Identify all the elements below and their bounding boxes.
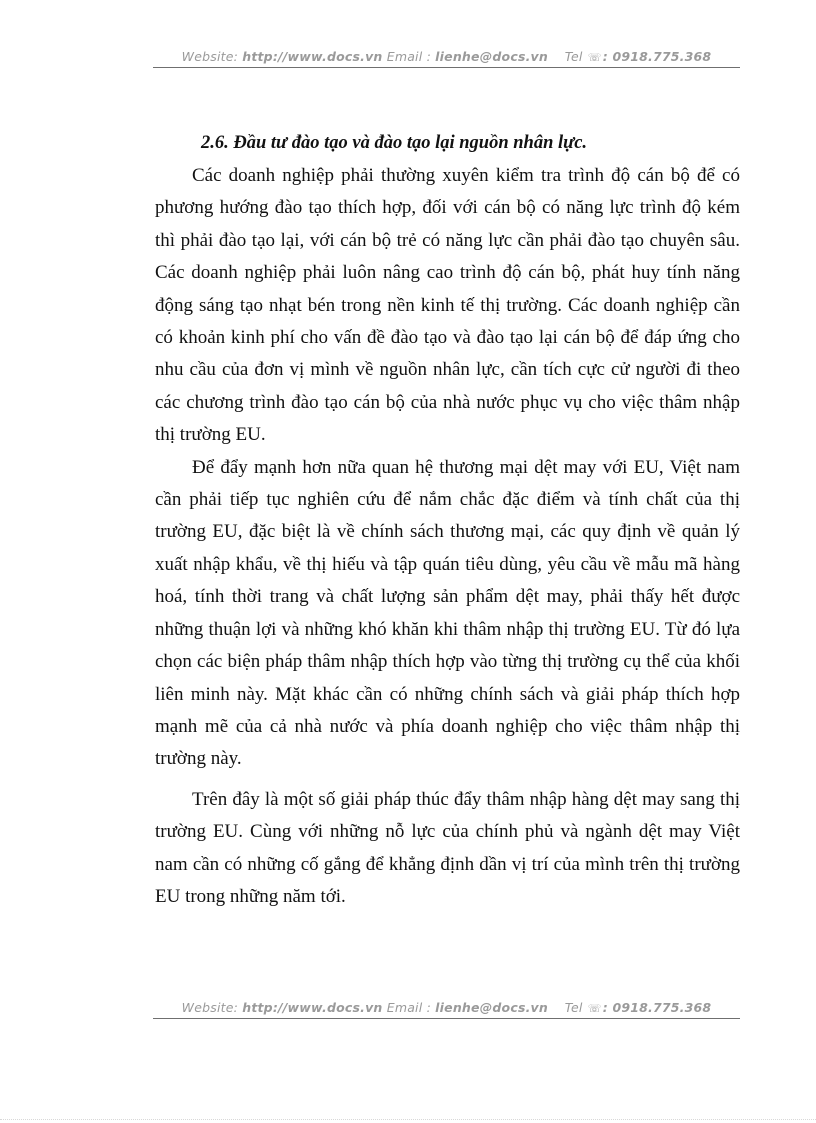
- footer-website-link[interactable]: http://www.docs.vn: [242, 1000, 383, 1015]
- header-email-link[interactable]: lienhe@docs.vn: [435, 49, 548, 64]
- footer-email-link[interactable]: lienhe@docs.vn: [435, 1000, 548, 1015]
- page-header: [153, 49, 740, 64]
- header-rule: [153, 67, 740, 68]
- footer-website-label: Website:: [181, 1000, 239, 1015]
- header-tel-label: Tel: [564, 49, 583, 64]
- header-email-label: Email :: [386, 49, 431, 64]
- document-body: [155, 126, 740, 913]
- footer-tel-label: Tel: [564, 1000, 583, 1015]
- phone-icon: ☏: [587, 1002, 602, 1015]
- header-website-label: Website:: [181, 49, 239, 64]
- paragraph: Các doanh nghiệp phải thường xuyên kiểm tra trình độ cán bộ để có phương hướng đào tạo thích hợp, đối với cán bộ có năng lực trình độ kém thì phải đào tạo lại, với cán bộ trẻ có năng lực cần phải đào tạo chuyên sâu. Các doanh nghiệp phải luôn nâng cao trình độ cán bộ, phát huy tính năng động sáng tạo nhạt bén trong nền kinh tế thị trường. Các doanh nghiệp cần có khoản kinh phí cho vấn đề đào tạo và đào tạo lại cán bộ để đáp ứng cho nhu cầu của đơn vị mình về nguồn nhân lực, cần tích cực cử người đi theo các chương trình đào tạo cán bộ của nhà nước phục vụ cho việc thâm nhập thị trường EU.: [155, 165, 740, 446]
- page-edge-divider: [0, 1119, 816, 1120]
- footer-email-label: Email :: [386, 1000, 431, 1015]
- header-tel-value: : 0918.775.368: [602, 49, 712, 64]
- page-footer: [153, 1000, 740, 1015]
- phone-icon: ☏: [587, 51, 602, 64]
- section-title: 2.6. Đầu tư đào tạo và đào tạo lại nguồn nhân lực.: [201, 133, 588, 153]
- paragraph: Trên đây là một số giải pháp thúc đẩy thâm nhập hàng dệt may sang thị trường EU. Cùng với những nỗ lực của chính phủ và ngành dệt may Việt nam cần có những cố gắng để khẳng định dần vị trí của mình trên thị trường EU trong những năm tới.: [155, 788, 740, 907]
- header-website-link[interactable]: http://www.docs.vn: [242, 49, 383, 64]
- paragraph: Để đẩy mạnh hơn nữa quan hệ thương mại dệt may với EU, Việt nam cần phải tiếp tục nghiên cứu để nắm chắc đặc điểm và tính chất của thị trường EU, đặc biệt là về chính sách thương mại, các quy định về quản lý xuất nhập khẩu, về thị hiếu và tập quán tiêu dùng, yêu cầu về mẫu mã hàng hoá, tính thời trang và chất lượng sản phẩm dệt may, phải thấy hết được những thuận lợi và những khó khăn khi thâm nhập thị trường EU. Từ đó lựa chọn các biện pháp thâm nhập thích hợp vào từng thị trường cụ thể của khối liên minh này. Mặt khác cần có những chính sách và giải pháp thích hợp mạnh mẽ của cả nhà nước và phía doanh nghiệp cho việc thâm nhập thị trường này.: [155, 456, 740, 770]
- footer-tel-value: : 0918.775.368: [602, 1000, 712, 1015]
- footer-rule: [153, 1018, 740, 1019]
